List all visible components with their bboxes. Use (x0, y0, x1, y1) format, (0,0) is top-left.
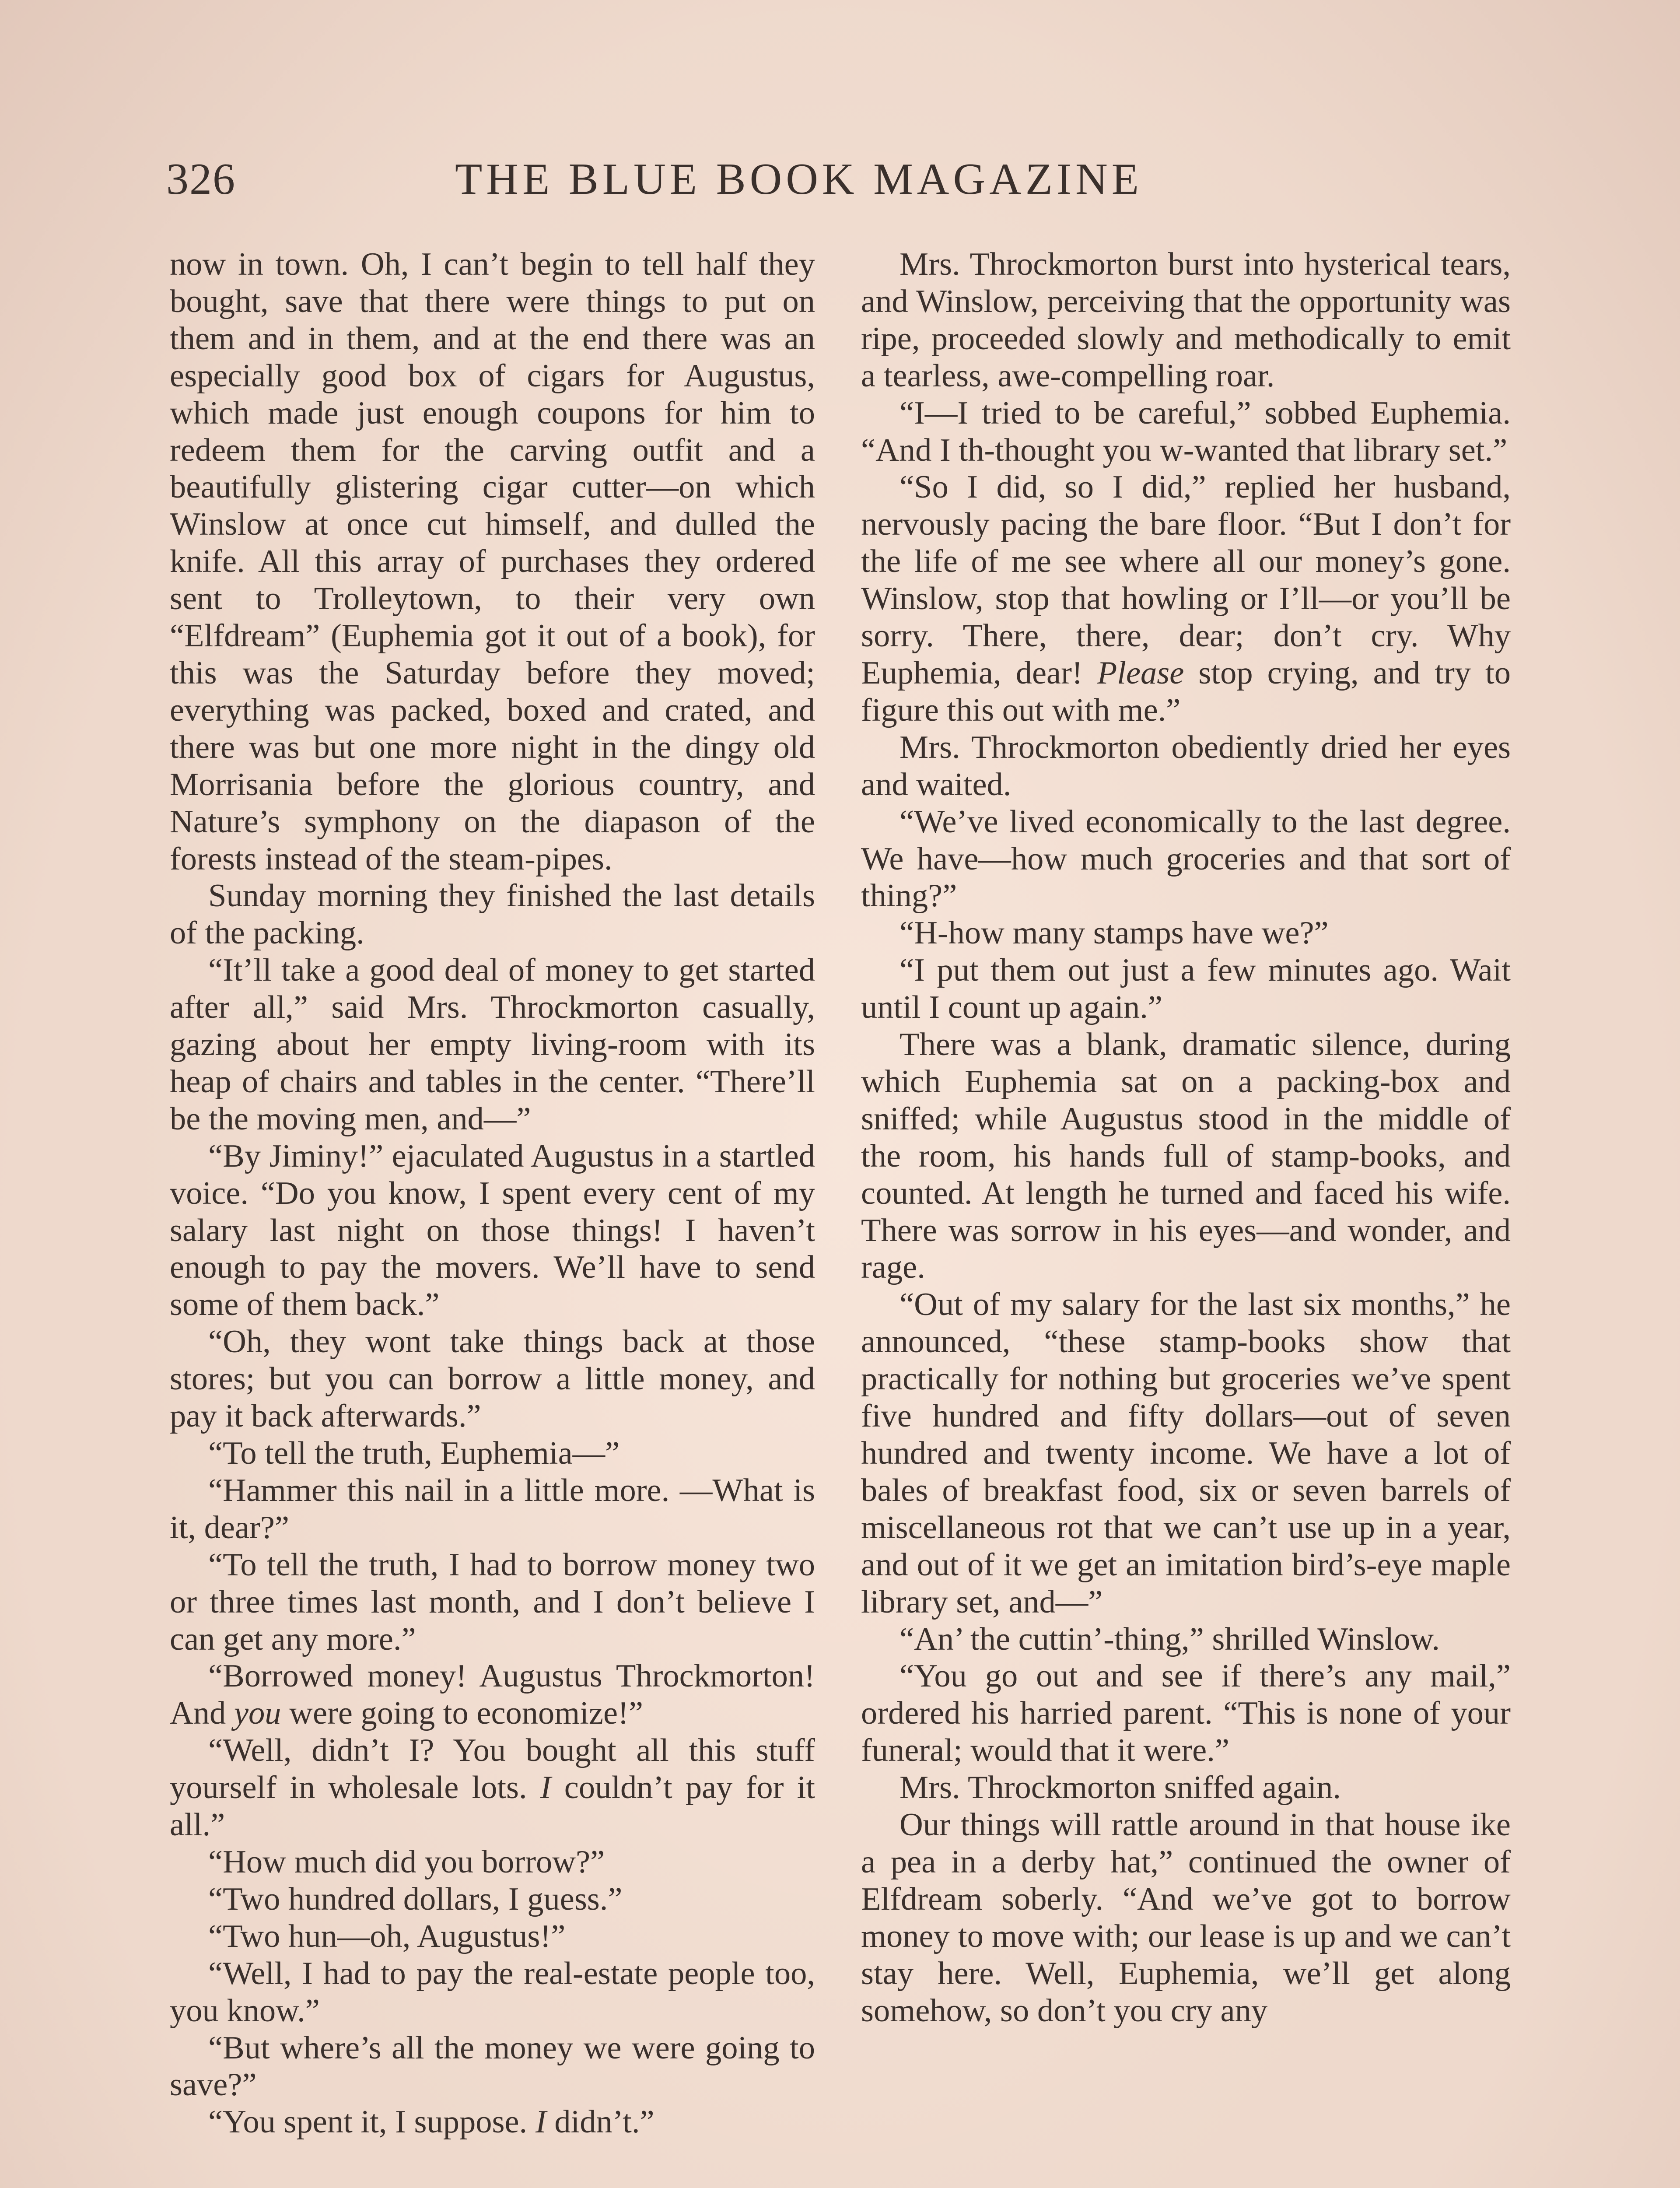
emphasized-word: you (234, 1695, 281, 1732)
paragraph-text: “Borrowed money! Augustus Throckmorton! And (170, 1658, 815, 1732)
paragraph: now in town. Oh, I can’t begin to tell half they bought, save that there were things to put on them and in them, and at the end there was an especially good box of cigars for Augustus, which made just enough coupons for him to redeem them for the carving outfit and a beautifully glistering cigar cutter—on which Winslow at once cut himself, and dulled the knife. All this array of purchases they ordered sent to Trolleytown, to their very own “Elfdream” (Euphemia got it out of a book), for this was the Saturday before they moved; everything was packed, boxed and crated, and there was but one more night in the dingy old Morrisania before the glorious country, and Nature’s symphony on the diapason of the forests instead of the steam-pipes. (170, 246, 815, 877)
paragraph (170, 1658, 815, 1732)
paragraph: Mrs. Throckmorton obediently dried her eyes and waited. (861, 729, 1511, 803)
paragraph-text: didn’t.” (546, 2104, 654, 2140)
paragraph: “Hammer this nail in a little more. —What is it, dear?” (170, 1472, 815, 1546)
paragraph: “Oh, they wont take things back at those stores; but you can borrow a little money, and pay it back afterwards.” (170, 1324, 815, 1434)
paragraph: “An’ the cuttin’-thing,” shrilled Winslow. (900, 1621, 1440, 1657)
paragraph-text: “So I did, so I did,” replied her husband, nervously pacing the bare floor. “But I don’t for the life of me see where all our money’s gone. Winslow, stop that howling or I’ll—or you’ll be sorry. There, there, dear; don’t cry. Why Euphemia, dear! (861, 469, 1511, 691)
paragraph: “Two hundred dollars, I guess.” (208, 1881, 623, 1917)
paragraph: “By Jiminy!” ejaculated Augustus in a startled voice. “Do you know, I spent every cent of my salary last night on those things! I haven’t enough to pay the movers. We’ll have to send some of them back.” (170, 1138, 815, 1323)
emphasized-word: Please (1097, 655, 1184, 691)
page-number: 326 (166, 154, 236, 204)
paragraph-text: were going to economize!” (281, 1695, 643, 1732)
paragraph: “You go out and see if there’s any mail,” ordered his harried parent. “This is none of your funeral; would that it were.” (861, 1658, 1511, 1769)
paragraph: “Well, I had to pay the real-estate people too, you know.” (170, 1955, 815, 2029)
paragraph (170, 1732, 815, 1844)
paragraph: “It’ll take a good deal of money to get started after all,” said Mrs. Throckmorton casually, gazing about her empty living-room with its heap of chairs and tables in the center. “There’ll be the moving men, and—” (170, 952, 815, 1137)
right-text-column (861, 246, 1511, 2030)
paragraph: “How much did you borrow?” (208, 1844, 605, 1880)
paragraph: Our things will rattle around in that house ike a pea in a derby hat,” continued the owner of Elfdream soberly. “And we’ve got to borrow money to move with; our lease is up and we can’t stay here. Well, Euphemia, we’ll get along somehow, so don’t you cry any (861, 1807, 1511, 2029)
paragraph-text: “You spent it, I suppose. (208, 2104, 536, 2140)
paragraph-text: couldn’t pay for it all.” (170, 1770, 815, 1843)
paragraph: “To tell the truth, Euphemia—” (208, 1435, 620, 1471)
running-header (166, 140, 1242, 219)
emphasized-word: I (535, 2104, 546, 2140)
paragraph: “I—I tried to be careful,” sobbed Euphemia. “And I th-thought you w-wanted that library set.” (861, 395, 1511, 468)
left-text-column (170, 246, 815, 2141)
emphasized-word: I (540, 1770, 551, 1806)
paragraph-text: “Well, didn’t I? You bought all this stuff yourself in wholesale lots. (170, 1732, 815, 1806)
paragraph: Mrs. Throckmorton burst into hysterical tears, and Winslow, perceiving that the opportunity was ripe, proceeded slowly and methodically to emit a tearless, awe-compelling roar. (861, 246, 1511, 394)
magazine-title: THE BLUE BOOK MAGAZINE (455, 154, 1143, 204)
paragraph: “We’ve lived economically to the last degree. We have—how much groceries and that sort of thing?” (861, 803, 1511, 914)
paragraph: Mrs. Throckmorton sniffed again. (900, 1770, 1341, 1806)
paragraph (861, 469, 1511, 729)
paragraph: “But where’s all the money we were going to save?” (170, 2030, 815, 2103)
paragraph: “To tell the truth, I had to borrow money two or three times last month, and I don’t believe I can get any more.” (170, 1546, 815, 1657)
paragraph: “Two hun—oh, Augustus!” (208, 1918, 566, 1954)
paragraph: “I put them out just a few minutes ago. Wait until I count up again.” (861, 952, 1511, 1026)
paragraph: There was a blank, dramatic silence, during which Euphemia sat on a packing-box and sniffed; while Augustus stood in the middle of the room, his hands full of stamp-books, and counted. At length he turned and faced his wife. There was sorrow in his eyes—and wonder, and rage. (861, 1027, 1511, 1286)
paragraph-text: stop crying, and try to figure this out with me.” (861, 655, 1511, 728)
paragraph: “Out of my salary for the last six months,” he announced, “these stamp-books show that practically for nothing but groceries we’ve spent five hundred and fifty dollars—out of seven hundred and twenty income. We have a lot of bales of breakfast food, six or seven barrels of miscellaneous rot that we can’t use up in a year, and out of it we get an imitation bird’s-eye maple library set, and—” (861, 1287, 1511, 1620)
paragraph: “H-how many stamps have we?” (900, 915, 1329, 951)
paragraph (170, 2104, 815, 2141)
paragraph: Sunday morning they finished the last details of the packing. (170, 878, 815, 951)
